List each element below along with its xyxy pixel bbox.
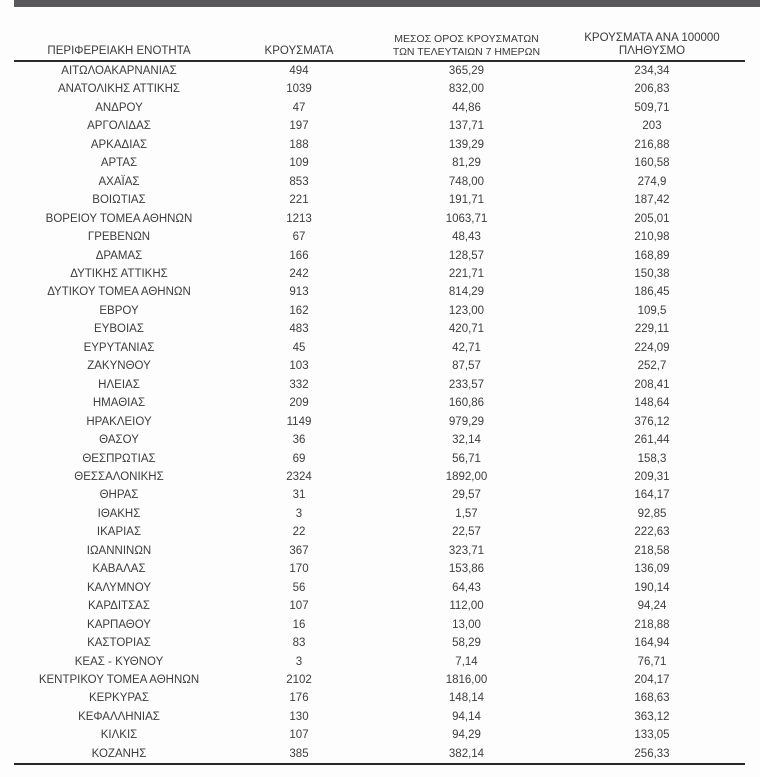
region-cell: ΕΥΡΥΤΑΝΙΑΣ [83, 341, 155, 354]
top-divider-bar [14, 0, 760, 7]
table-row [14, 708, 745, 726]
cases-cell: 166 [289, 249, 309, 262]
table-row [14, 394, 745, 412]
cases-cell: 3 [295, 655, 303, 668]
cases-cell: 197 [289, 120, 309, 133]
per100k-cell: 168,63 [634, 692, 670, 705]
per100k-cell: 218,88 [634, 618, 670, 631]
cases-cell: 483 [289, 323, 309, 336]
per100k-cell: 261,44 [634, 434, 670, 447]
region-cell: ΘΑΣΟΥ [99, 434, 139, 447]
region-cell: ΙΩΑΝΝΙΝΩΝ [86, 544, 152, 557]
table-row [14, 136, 745, 154]
table-row [14, 413, 745, 431]
cases-cell: 188 [289, 138, 309, 151]
avg7-cell: 94,29 [452, 729, 481, 742]
region-cell: ΚΕΦΑΛΛΗΝΙΑΣ [78, 710, 160, 723]
avg7-cell: 814,29 [448, 286, 485, 299]
cases-cell: 494 [289, 65, 309, 77]
col-header-per-100000-line1: ΚΡΟΥΣΜΑΤΑ ΑΝΑ 100000 [584, 32, 720, 44]
region-cell: ΑΡΤΑΣ [100, 157, 138, 170]
avg7-cell: 1,57 [455, 507, 478, 520]
per100k-cell: 109,5 [637, 304, 667, 317]
table-row [14, 61, 745, 80]
table-row [14, 210, 745, 228]
avg7-cell: 128,57 [448, 249, 485, 262]
per100k-cell: 94,24 [637, 600, 667, 613]
per100k-cell: 205,01 [634, 212, 670, 225]
region-cell: ΘΗΡΑΣ [99, 489, 139, 502]
col-header-cases: ΚΡΟΥΣΜΑΤΑ [224, 32, 374, 61]
cases-cell: 242 [289, 267, 309, 280]
cases-cell: 47 [292, 101, 306, 114]
avg7-cell: 123,00 [448, 304, 485, 317]
table-row [14, 339, 745, 357]
avg7-cell: 1063,71 [445, 212, 488, 225]
region-cell: ΚΕΡΚΥΡΑΣ [89, 692, 149, 705]
cases-cell: 107 [289, 729, 309, 742]
table-row [14, 616, 745, 634]
table-row [14, 653, 745, 671]
cases-cell: 107 [289, 600, 309, 613]
per100k-cell: 206,83 [634, 83, 670, 96]
avg7-cell: 29,57 [452, 489, 481, 502]
avg7-cell: 323,71 [448, 544, 485, 557]
cases-cell: 385 [224, 745, 374, 764]
cases-cell: 16 [292, 618, 306, 631]
avg7-cell: 420,71 [448, 323, 485, 336]
avg7-cell: 1892,00 [445, 470, 488, 483]
table-body [14, 61, 745, 764]
per100k-cell: 148,64 [634, 397, 670, 410]
cases-cell: 69 [292, 452, 306, 465]
cases-cell: 1149 [286, 415, 312, 428]
avg7-cell: 1816,00 [445, 673, 488, 686]
avg7-cell: 365,29 [448, 65, 485, 77]
avg7-cell: 58,29 [452, 637, 481, 650]
table-row [14, 173, 745, 191]
cases-cell: 22 [292, 526, 306, 539]
per100k-cell: 210,98 [634, 231, 670, 244]
per100k-cell: 168,89 [634, 249, 670, 262]
per100k-cell: 216,88 [634, 138, 670, 151]
per100k-cell: 150,38 [634, 267, 670, 280]
cases-cell: 162 [289, 304, 309, 317]
cases-cell: 130 [289, 710, 309, 723]
region-cell: ΚΙΛΚΙΣ [100, 729, 138, 742]
table-row [14, 542, 745, 560]
avg7-cell: 137,71 [448, 120, 485, 133]
table-row [14, 560, 745, 578]
col-header-7day-average-line2: ΤΩΝ ΤΕΛΕΥΤΑΙΩΝ 7 ΗΜΕΡΩΝ [392, 45, 541, 58]
region-cell: ΑΡΚΑΔΙΑΣ [90, 138, 148, 151]
cases-cell: 31 [292, 489, 306, 502]
table-row [14, 99, 745, 117]
cases-cell: 109 [289, 157, 309, 170]
per100k-cell: 274,9 [637, 175, 667, 188]
avg7-cell: 221,71 [448, 267, 485, 280]
region-cell: ΚΕΑΣ - ΚΥΘΝΟΥ [74, 655, 164, 668]
avg7-cell: 81,29 [452, 157, 481, 170]
cases-cell: 332 [289, 378, 309, 391]
region-cell: ΖΑΚΥΝΘΟΥ [87, 360, 151, 373]
avg7-cell: 42,71 [452, 341, 481, 354]
col-header-7day-average-line1: ΜΕΣΟΣ ΟΡΟΣ ΚΡΟΥΣΜΑΤΩΝ [394, 33, 539, 45]
per100k-cell: 136,09 [634, 563, 670, 576]
per100k-cell: 186,45 [634, 286, 670, 299]
region-cell: ΕΒΡΟΥ [99, 304, 139, 317]
table-row [14, 523, 745, 541]
avg7-cell: 94,14 [452, 710, 481, 723]
per100k-cell: 208,41 [634, 378, 670, 391]
cases-cell: 209 [289, 397, 309, 410]
table-row [14, 117, 745, 135]
region-cell: ΔΥΤΙΚΟΥ ΤΟΜΕΑ ΑΘΗΝΩΝ [47, 286, 191, 299]
region-cell: ΒΟΡΕΙΟΥ ΤΟΜΕΑ ΑΘΗΝΩΝ [45, 212, 193, 225]
per100k-cell: 252,7 [637, 360, 667, 373]
table-row [14, 726, 745, 744]
region-cell: ΓΡΕΒΕΝΩΝ [87, 231, 151, 244]
region-cell: ΚΑΒΑΛΑΣ [92, 563, 146, 576]
per100k-cell: 204,17 [634, 673, 670, 686]
cases-cell: 36 [292, 434, 306, 447]
avg7-cell: 191,71 [448, 194, 485, 207]
avg7-cell: 748,00 [448, 175, 485, 188]
cases-cell: 56 [292, 581, 306, 594]
table-row [14, 265, 745, 283]
table-row [14, 505, 745, 523]
table-row [14, 745, 745, 764]
avg7-cell: 87,57 [452, 360, 481, 373]
avg7-cell: 148,14 [448, 692, 485, 705]
avg7-cell: 7,14 [455, 655, 478, 668]
per100k-cell: 133,05 [634, 729, 670, 742]
region-cell: ΔΥΤΙΚΗΣ ΑΤΤΙΚΗΣ [70, 267, 168, 280]
per100k-cell: 92,85 [637, 507, 667, 520]
per100k-cell: 229,11 [634, 323, 670, 336]
avg7-cell: 112,00 [449, 600, 484, 613]
region-cell: ΚΑΛΥΜΝΟΥ [87, 581, 151, 594]
table-row [14, 357, 745, 375]
avg7-cell: 382,14 [374, 745, 559, 764]
avg7-cell: 56,71 [452, 452, 481, 465]
region-cell: ΚΟΖΑΝΗΣ [14, 745, 224, 764]
avg7-cell: 832,00 [448, 83, 485, 96]
region-cell: ΔΡΑΜΑΣ [95, 249, 143, 262]
table-row [14, 80, 745, 98]
per100k-cell: 164,94 [634, 637, 670, 650]
per100k-cell: 158,3 [637, 452, 667, 465]
table-row [14, 320, 745, 338]
cases-cell: 221 [289, 194, 309, 207]
region-cell: ΙΚΑΡΙΑΣ [96, 526, 142, 539]
region-cell: ΗΛΕΙΑΣ [98, 378, 140, 391]
header-row [14, 32, 745, 61]
cases-cell: 1039 [286, 83, 312, 96]
avg7-cell: 139,29 [448, 138, 485, 151]
per100k-cell: 363,12 [634, 710, 670, 723]
cases-cell: 67 [292, 231, 306, 244]
avg7-cell: 44,86 [452, 101, 481, 114]
table-row [14, 486, 745, 504]
region-cell: ΑΡΓΟΛΙΔΑΣ [87, 120, 151, 133]
per100k-cell: 222,63 [634, 526, 670, 539]
per100k-cell: 187,42 [634, 194, 670, 207]
table-row [14, 154, 745, 172]
region-cell: ΚΑΣΤΟΡΙΑΣ [87, 637, 151, 650]
table-row [14, 302, 745, 320]
col-header-per-100000-line2: ΠΛΗΘΥΣΜΟ [618, 45, 686, 57]
cases-cell: 2324 [286, 470, 312, 483]
region-cell: ΑΙΤΩΛΟΑΚΑΡΝΑΝΙΑΣ [61, 65, 177, 77]
table-row [14, 450, 745, 468]
table-row [14, 689, 745, 707]
cases-cell: 176 [289, 692, 309, 705]
avg7-cell: 22,57 [452, 526, 481, 539]
per100k-cell: 76,71 [637, 655, 667, 668]
region-cell: ΑΧΑΪΑΣ [98, 175, 140, 188]
regional-cases-table [14, 32, 745, 765]
per100k-cell: 203 [642, 120, 662, 133]
cases-cell: 103 [289, 360, 309, 373]
table-row [14, 283, 745, 301]
region-cell: ΙΘΑΚΗΣ [97, 507, 141, 520]
cases-cell: 3 [295, 507, 303, 520]
avg7-cell: 233,57 [448, 378, 485, 391]
table-row [14, 228, 745, 246]
per100k-cell: 160,58 [634, 157, 670, 170]
table-row [14, 191, 745, 209]
cases-cell: 913 [289, 286, 309, 299]
avg7-cell: 32,14 [452, 434, 481, 447]
region-cell: ΑΝΔΡΟΥ [95, 101, 143, 114]
cases-cell: 853 [289, 175, 309, 188]
avg7-cell: 13,00 [452, 618, 481, 631]
per100k-cell: 224,09 [634, 341, 670, 354]
table-row [14, 247, 745, 265]
region-cell: ΘΕΣΠΡΩΤΙΑΣ [82, 452, 156, 465]
table-row [14, 376, 745, 394]
cases-cell: 367 [289, 544, 309, 557]
per100k-cell: 218,58 [634, 544, 670, 557]
table-row [14, 468, 745, 486]
table-row [14, 597, 745, 615]
table-row [14, 634, 745, 652]
col-header-region: ΠΕΡΙΦΕΡΕΙΑΚΗ ΕΝΟΤΗΤΑ [14, 32, 224, 61]
per100k-cell: 509,71 [634, 101, 670, 114]
table-row [14, 431, 745, 449]
region-cell: ΚΕΝΤΡΙΚΟΥ ΤΟΜΕΑ ΑΘΗΝΩΝ [38, 673, 200, 686]
avg7-cell: 979,29 [448, 415, 485, 428]
col-header-per-100000 [559, 32, 745, 61]
region-cell: ΗΜΑΘΙΑΣ [92, 397, 146, 410]
cases-cell: 170 [289, 563, 309, 576]
per100k-cell: 234,34 [634, 65, 670, 77]
region-cell: ΒΟΙΩΤΙΑΣ [92, 194, 146, 207]
table-row [14, 671, 745, 689]
per100k-cell: 256,33 [559, 745, 745, 764]
avg7-cell: 48,43 [452, 231, 481, 244]
region-cell: ΘΕΣΣΑΛΟΝΙΚΗΣ [74, 470, 164, 483]
region-cell: ΚΑΡΔΙΤΣΑΣ [88, 600, 150, 613]
region-cell: ΑΝΑΤΟΛΙΚΗΣ ΑΤΤΙΚΗΣ [57, 83, 180, 96]
region-cell: ΚΑΡΠΑΘΟΥ [87, 618, 151, 631]
per100k-cell: 376,12 [634, 415, 670, 428]
cases-cell: 83 [292, 637, 306, 650]
cases-cell: 2102 [286, 673, 312, 686]
avg7-cell: 153,86 [448, 563, 485, 576]
per100k-cell: 190,14 [634, 581, 670, 594]
avg7-cell: 160,86 [448, 397, 485, 410]
cases-cell: 45 [292, 341, 306, 354]
table-header [14, 32, 745, 61]
col-header-7day-average [374, 32, 559, 61]
per100k-cell: 209,31 [634, 470, 670, 483]
per100k-cell: 164,17 [634, 489, 670, 502]
cases-cell: 1213 [286, 212, 312, 225]
table-row [14, 579, 745, 597]
avg7-cell: 64,43 [452, 581, 481, 594]
region-cell: ΕΥΒΟΙΑΣ [94, 323, 144, 336]
region-cell: ΗΡΑΚΛΕΙΟΥ [86, 415, 152, 428]
